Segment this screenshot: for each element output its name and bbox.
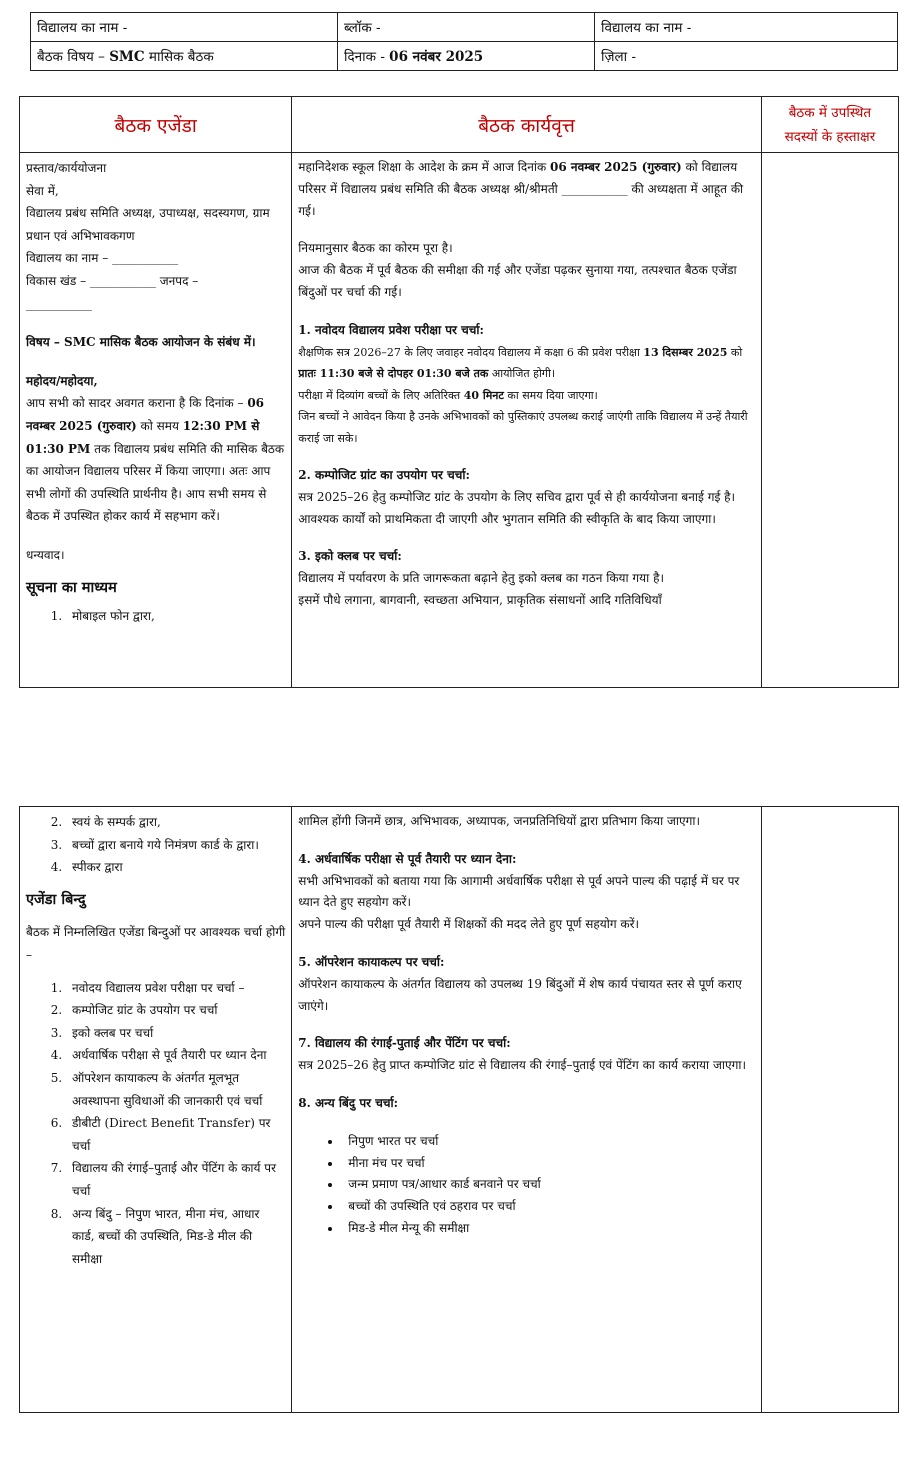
- notice-body-b: को समय: [136, 418, 183, 433]
- section-1-minutes: 40 मिनट: [463, 388, 504, 402]
- agenda-points-list: [26, 977, 285, 1271]
- section-1-a: शैक्षणिक सत्र 2026–27 के लिए जवाहर नवोदय विद्यालय में कक्षा 6 की प्रवेश परीक्षा: [298, 345, 644, 359]
- section-2-plan: सत्र 2025–26 हेतु कम्पोजिट ग्रांट के उपयोग के लिए सचिव द्वारा पूर्व से ही कार्ययोजना बनाई गई है।: [298, 489, 736, 504]
- meeting-subject: [31, 42, 338, 71]
- date-label: दिनाक -: [344, 49, 390, 65]
- subject-tail: मासिक बैठक: [144, 49, 214, 65]
- section-1-booklets: जिन बच्चों ने आवेदन किया है उनके अभिभावकों को पुस्तिकाएं उपलब्ध कराई जाएंगी ताकि विद्यालय में उन्हें तैयारी कराई जा सके।: [298, 410, 748, 445]
- subject-label: बैठक विषय –: [37, 49, 110, 65]
- section-2-priority: आवश्यक कार्यों को प्राथमिकता दी जाएगी और भुगतान समिति की स्वीकृति के बाद किया जाएगा।: [298, 511, 716, 526]
- signatures-cell-page-2: [761, 807, 898, 1413]
- agenda-point: 6. डीबीटी (Direct Benefit Transfer) पर चर्चा: [66, 1112, 285, 1157]
- section-4-parents: सभी अभिभावकों को बताया गया कि आगामी अर्धवार्षिक परीक्षा से पूर्व अपने पाल्य की पढ़ाई में घर पर ध्यान देते हुए सहयोग करें।: [298, 873, 740, 910]
- other-point: • जन्म प्रमाण पत्र/आधार कार्ड बनवाने पर चर्चा: [342, 1174, 755, 1196]
- agenda-point: 2. कम्पोजिट ग्रांट के उपयोग पर चर्चा: [66, 999, 285, 1022]
- media-list-part-1: [26, 605, 285, 628]
- signatures-header: [761, 97, 898, 153]
- other-points-list: [298, 1131, 755, 1240]
- salutation: महोदय/महोदया,: [26, 373, 98, 388]
- section-4-teachers: अपने पाल्य की परीक्षा पूर्व तैयारी में शिक्षकों की मदद लेते हुए पूर्ण सहयोग करें।: [298, 917, 640, 932]
- section-1-e: का समय दिया जाएगा।: [503, 388, 598, 402]
- section-1-time: प्रातः 11:30 बजे से दोपहर 01:30 बजे तक: [298, 367, 489, 381]
- section-5-kayakalp: ऑपरेशन कायाकल्प के अंतर्गत विद्यालय को उपलब्ध 19 बिंदुओं में शेष कार्य पंचायत स्तर से पूर्ण कराए जाएंगे।: [298, 976, 742, 1013]
- agenda-cell-page-2: [20, 807, 292, 1413]
- other-point: • निपुण भारत पर चर्चा: [342, 1131, 755, 1153]
- agenda-point: 1. नवोदय विद्यालय प्रवेश परीक्षा पर चर्चा –: [66, 977, 285, 1000]
- section-5-title: 5. ऑपरेशन कायाकल्प पर चर्चा:: [298, 954, 445, 969]
- other-point: • मिड-डे मील मेन्यू की समीक्षा: [342, 1218, 755, 1240]
- other-point: • मीना मंच पर चर्चा: [342, 1153, 755, 1175]
- agenda-points-block: [20, 807, 291, 1411]
- notice-body: [26, 392, 285, 528]
- meeting-table-page-2: [19, 806, 899, 1413]
- proposal-label: प्रस्ताव/कार्ययोजना: [26, 161, 107, 175]
- agenda-points-title: एजेंडा बिन्दु: [26, 890, 86, 908]
- header-info-table: [30, 12, 898, 71]
- media-title: सूचना का माध्यम: [26, 578, 117, 596]
- section-4-title: 4. अर्धवार्षिक परीक्षा से पूर्व तैयारी पर ध्यान देना:: [298, 851, 517, 866]
- block-field: ब्लॉक -: [338, 13, 595, 42]
- media-list-part-2: [26, 811, 285, 879]
- minutes-cell-page-2: [292, 807, 762, 1413]
- minutes-cell-page-1: [292, 153, 762, 688]
- section-1-extra-time: [298, 385, 755, 407]
- notice-body-date: 06 नवम्बर 2025 (गुरुवार): [26, 396, 265, 433]
- review-line: आज की बैठक में पूर्व बैठक की समीक्षा की गई और एजेंडा पढ़कर सुनाया गया, तत्पश्चात बैठक एजेंडा बिंदुओं पर चर्चा की गई।: [298, 263, 737, 299]
- media-item: 1. मोबाइल फोन द्वारा,: [66, 605, 285, 628]
- development-block-blank: विकास खंड – ___________ जनपद –: [26, 273, 199, 288]
- section-3-participants: शामिल होंगी जिनमें छात्र, अभिभावक, अध्यापक, जनप्रतिनिधियों द्वारा प्रतिभाग किया जाएगा।: [298, 814, 701, 828]
- meeting-date: [338, 42, 595, 71]
- signatures-header-line1: बैठक में उपस्थित: [788, 104, 872, 121]
- section-2-title: 2. कम्पोजिट ग्रांट का उपयोग पर चर्चा:: [298, 468, 470, 483]
- media-item: 2. स्वयं के सम्पर्क द्वारा,: [66, 811, 285, 834]
- section-1-title: 1. नवोदय विद्यालय प्रवेश परीक्षा पर चर्चा:: [298, 322, 484, 337]
- section-1-d: परीक्षा में दिव्यांग बच्चों के लिए अतिरिक्त: [298, 388, 464, 402]
- section-3-activities: इसमें पौधे लगाना, बागवानी, स्वच्छता अभियान, प्राकृतिक संसाधनों आदि गतिविधियाँ: [298, 593, 662, 608]
- agenda-point: 5. ऑपरेशन कायाकल्प के अंतर्गत मूलभूत अवस्थापना सुविधाओं की जानकारी एवं चर्चा: [66, 1067, 285, 1112]
- notice-body-time: 12:30 PM से 01:30 PM: [26, 418, 260, 456]
- school-name-left: विद्यालय का नाम -: [31, 13, 338, 42]
- minutes-intro-a: महानिदेशक स्कूल शिक्षा के आदेश के क्रम में आज दिनांक: [298, 160, 551, 174]
- section-1-date: 13 दिसम्बर 2025: [643, 345, 728, 359]
- other-point: • बच्चों की उपस्थिति एवं ठहराव पर चर्चा: [342, 1196, 755, 1218]
- media-item: 3. बच्चों द्वारा बनाये गये निमंत्रण कार्ड के द्वारा।: [66, 834, 285, 857]
- minutes-intro-date: 06 नवम्बर 2025 (गुरुवार): [550, 160, 682, 174]
- agenda-point: 7. विद्यालय की रंगाई–पुताई और पेंटिंग के कार्य पर चर्चा: [66, 1157, 285, 1202]
- meeting-table-page-1: [19, 96, 899, 688]
- minutes-intro-b: को विद्यालय परिसर में विद्यालय प्रबंध समिति की बैठक अध्यक्ष श्री/श्रीमती ___________ की अध्यक्षता में आहूत की गई।: [298, 160, 744, 218]
- section-3-eco-club: विद्यालय में पर्यावरण के प्रति जागरूकता बढ़ाने हेतु इको क्लब का गठन किया गया है।: [298, 571, 664, 586]
- agenda-notice: [20, 153, 291, 687]
- date-value: 06 नवंबर 2025: [389, 49, 484, 65]
- school-name-blank: विद्यालय का नाम – ___________: [26, 251, 179, 266]
- section-8-title: 8. अन्य बिंदु पर चर्चा:: [298, 1095, 399, 1110]
- addressee-line: सेवा में,: [26, 183, 59, 198]
- notice-body-c: तक विद्यालय प्रबंध समिति की मासिक बैठक का आयोजन विद्यालय परिसर में किया जाएगा। अतः आप सभी लोगों की उपस्थिति प्रार्थनीय है। आप सभी समय से बैठक में उपस्थित होकर कार्य में सहभाग करें।: [26, 441, 285, 524]
- thanks-line: धन्यवाद।: [26, 547, 65, 562]
- section-7-painting: सत्र 2025–26 हेतु प्राप्त कम्पोजिट ग्रांट से विद्यालय की रंगाई–पुताई एवं पेंटिंग का कार्य कराया जाएगा।: [298, 1058, 747, 1073]
- media-item: 4. स्पीकर द्वारा: [66, 856, 285, 879]
- agenda-point: 3. इको क्लब पर चर्चा: [66, 1022, 285, 1045]
- district-field: ज़िला -: [595, 42, 898, 71]
- minutes-intro: [298, 157, 755, 222]
- section-1-c: आयोजित होगी।: [488, 367, 556, 381]
- school-name-right: विद्यालय का नाम -: [595, 13, 898, 42]
- section-1-b: को: [727, 345, 743, 359]
- section-7-title: 7. विद्यालय की रंगाई-पुताई और पेंटिंग पर चर्चा:: [298, 1036, 511, 1051]
- minutes-text-page-1: [292, 153, 761, 687]
- recipients-text: विद्यालय प्रबंध समिति अध्यक्ष, उपाध्यक्ष, सदस्यगण, ग्राम प्रधान एवं अभिभावकगण: [26, 206, 270, 243]
- notice-subject: विषय – SMC मासिक बैठक आयोजन के संबंध में।: [26, 335, 256, 350]
- section-1-exam: [298, 342, 755, 385]
- minutes-header: बैठक कार्यवृत्त: [292, 97, 762, 153]
- signatures-header-line2: सदस्यों के हस्ताक्षर: [784, 128, 876, 145]
- agenda-header: बैठक एजेंडा: [20, 97, 292, 153]
- signatures-cell-page-1: [761, 153, 898, 688]
- agenda-point: 4. अर्धवार्षिक परीक्षा से पूर्व तैयारी पर ध्यान देना: [66, 1044, 285, 1067]
- agenda-point: 8. अन्य बिंदु – निपुण भारत, मीना मंच, आधार कार्ड, बच्चों की उपस्थिति, मिड-डे मील की समीक्षा: [66, 1203, 285, 1271]
- agenda-cell-page-1: [20, 153, 292, 688]
- quorum-line: नियमानुसार बैठक का कोरम पूरा है।: [298, 241, 453, 256]
- subject-value: SMC: [109, 49, 145, 65]
- minutes-text-page-2: [292, 807, 761, 1411]
- agenda-intro: बैठक में निम्नलिखित एजेंडा बिन्दुओं पर आवश्यक चर्चा होगी –: [26, 925, 286, 962]
- district-blank: ___________: [26, 296, 92, 311]
- notice-body-a: आप सभी को सादर अवगत कराना है कि दिनांक –: [26, 396, 248, 411]
- section-3-title: 3. इको क्लब पर चर्चा:: [298, 549, 402, 564]
